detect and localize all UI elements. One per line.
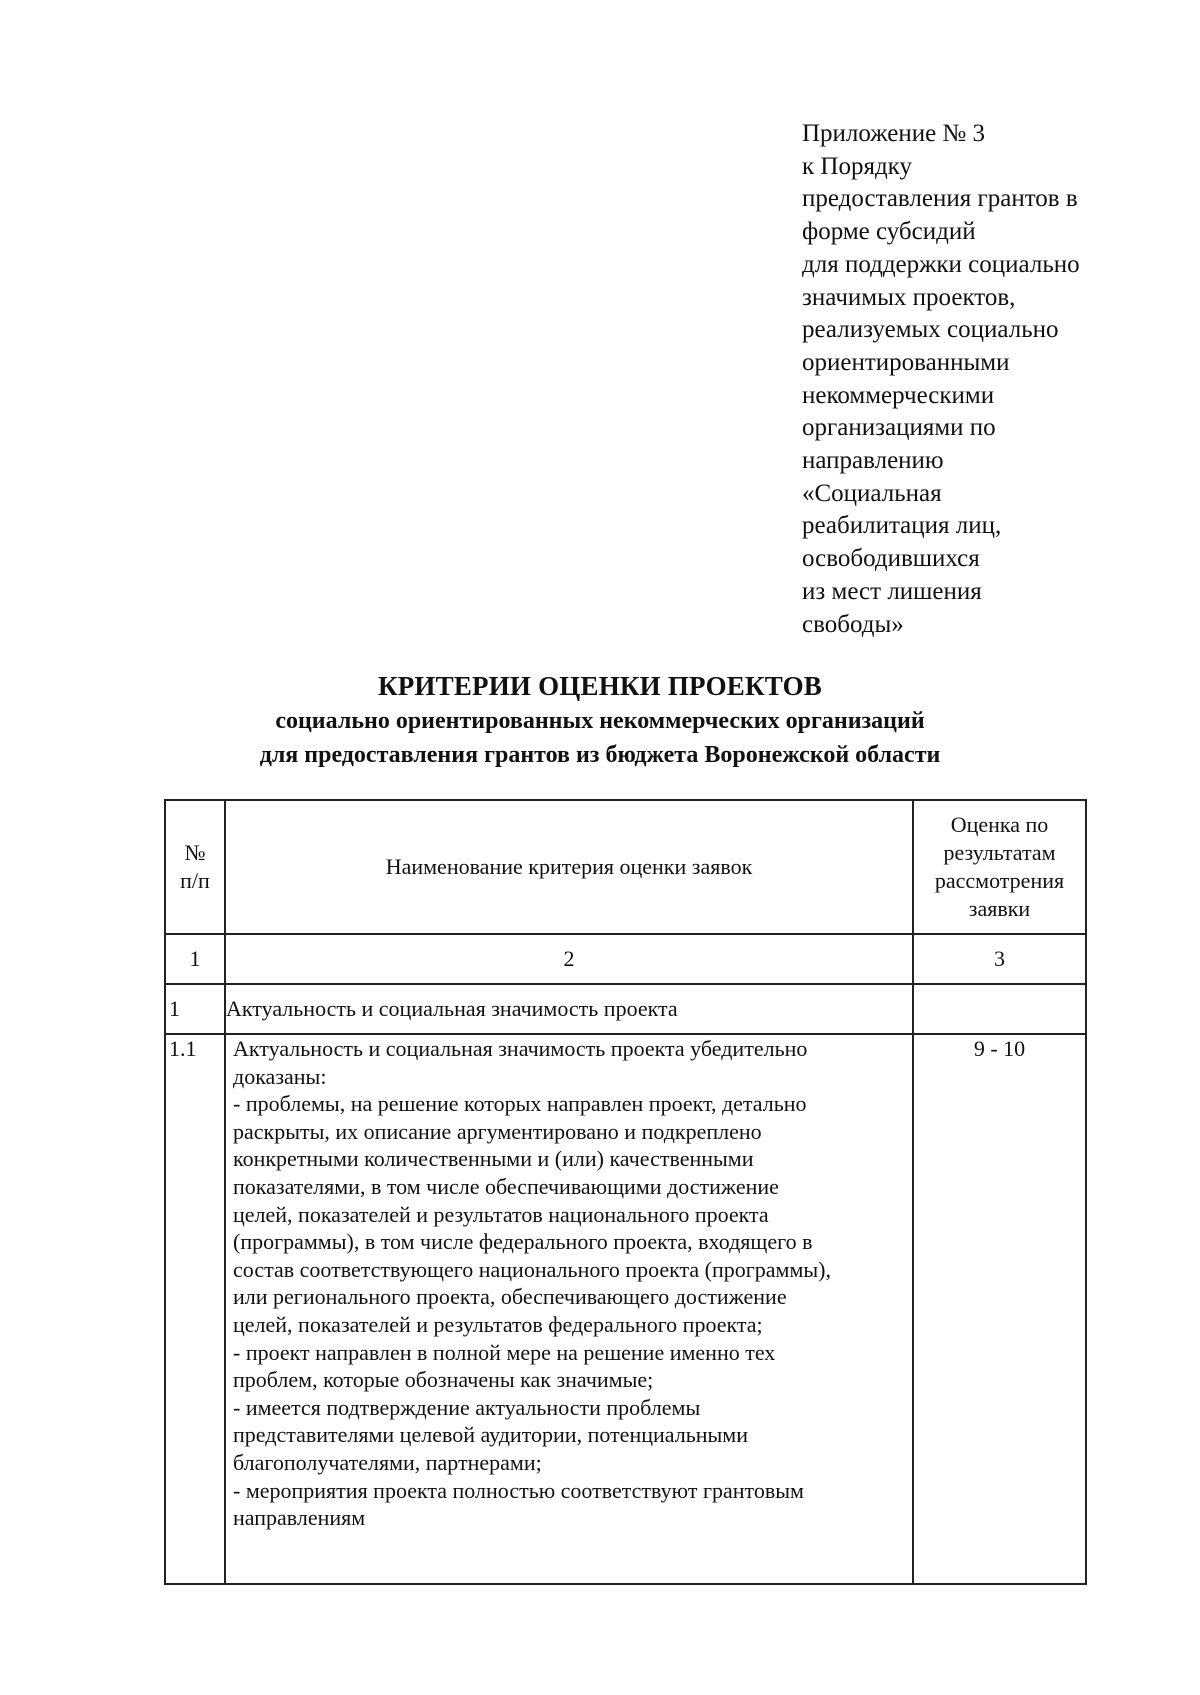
section-name: Актуальность и социальная значимость проекта: [225, 984, 913, 1034]
appendix-line: направлению: [802, 447, 944, 475]
criterion-text-line: направлениям: [233, 1505, 366, 1531]
criterion-text-line: или регионального проекта, обеспечивающего достижение: [233, 1284, 787, 1310]
header-score-line: рассмотрения: [934, 868, 1065, 893]
column-index-cell: 1: [165, 934, 225, 984]
criterion-score: 9 - 10: [913, 1034, 1086, 1584]
header-score-line: заявки: [968, 896, 1031, 921]
section-score: [913, 984, 1086, 1034]
header-score-line: Оценка по: [950, 812, 1049, 837]
criterion-text-line: целей, показателей и результатов национального проекта: [233, 1201, 769, 1227]
column-index-cell: 3: [913, 934, 1086, 984]
criterion-text-line: целей, показателей и результатов федерального проекта;: [233, 1311, 763, 1337]
appendix-line: значимых проектов,: [802, 283, 1016, 311]
criterion-text-line: благополучателями, партнерами;: [233, 1449, 542, 1475]
column-index-cell: 2: [225, 934, 913, 984]
column-index-row: [165, 934, 1086, 984]
appendix-line: реализуемых социально: [802, 316, 1059, 344]
criterion-number: 1.1: [165, 1034, 225, 1584]
appendix-block: [802, 118, 1132, 641]
appendix-line: организациями по: [802, 414, 996, 442]
document-title: [0, 668, 1200, 772]
criterion-description: [225, 1034, 913, 1584]
criterion-row: [165, 1034, 1086, 1584]
appendix-line: для поддержки социально: [802, 250, 1080, 278]
criterion-text-line: (программы), в том числе федерального проекта, входящего в: [233, 1229, 813, 1255]
criterion-text-line: раскрыты, их описание аргументировано и подкреплено: [233, 1118, 762, 1144]
header-num-abbrev: п/п: [180, 868, 210, 893]
appendix-line: к Порядку: [802, 152, 912, 180]
criterion-text-line: - мероприятия проекта полностью соответствуют грантовым: [233, 1477, 804, 1503]
appendix-line: Приложение № 3: [802, 120, 986, 147]
appendix-line: некоммерческими: [802, 381, 995, 409]
criterion-text-line: состав соответствующего национального проекта (программы),: [233, 1256, 832, 1282]
title-subline: для предоставления грантов из бюджета Воронежской области: [259, 742, 941, 768]
appendix-line: предоставления грантов в: [802, 185, 1078, 213]
criterion-text-line: доказаны:: [233, 1063, 327, 1089]
section-number: 1: [165, 984, 225, 1034]
header-score-cell: [913, 800, 1086, 934]
criterion-text-line: - имеется подтверждение актуальности проблемы: [233, 1394, 701, 1420]
appendix-line: форме субсидий: [802, 218, 976, 246]
header-num-symbol: №: [184, 840, 206, 865]
header-num-cell: [165, 800, 225, 934]
appendix-line: освободившихся: [802, 545, 980, 573]
appendix-line: реабилитация лиц,: [802, 512, 1002, 540]
header-score-line: результатам: [943, 840, 1056, 865]
section-row: [165, 984, 1086, 1034]
criterion-text-line: проблем, которые обозначены как значимые;: [233, 1367, 654, 1393]
appendix-line: из мест лишения: [802, 577, 982, 605]
criterion-text-line: представителями целевой аудитории, потенциальными: [233, 1422, 748, 1448]
title-main: КРИТЕРИИ ОЦЕНКИ ПРОЕКТОВ: [377, 671, 823, 701]
appendix-line: ориентированными: [802, 348, 1010, 376]
criterion-text-line: показателями, в том числе обеспечивающими достижение: [233, 1173, 779, 1199]
criterion-text-line: Актуальность и социальная значимость проекта убедительно: [233, 1036, 808, 1061]
title-subline: социально ориентированных некоммерческих организаций: [275, 708, 925, 734]
appendix-line: «Социальная: [802, 479, 942, 507]
criteria-table: [164, 799, 1087, 1585]
criterion-text-line: - проблемы, на решение которых направлен проект, детально: [233, 1091, 807, 1117]
criterion-text-line: - проект направлен в полной мере на решение именно тех: [233, 1339, 776, 1365]
criterion-text-line: конкретными количественными и (или) качественными: [233, 1146, 754, 1172]
table-header-row: [165, 800, 1086, 934]
header-name-cell: Наименование критерия оценки заявок: [225, 800, 913, 934]
appendix-line: свободы»: [802, 610, 904, 638]
